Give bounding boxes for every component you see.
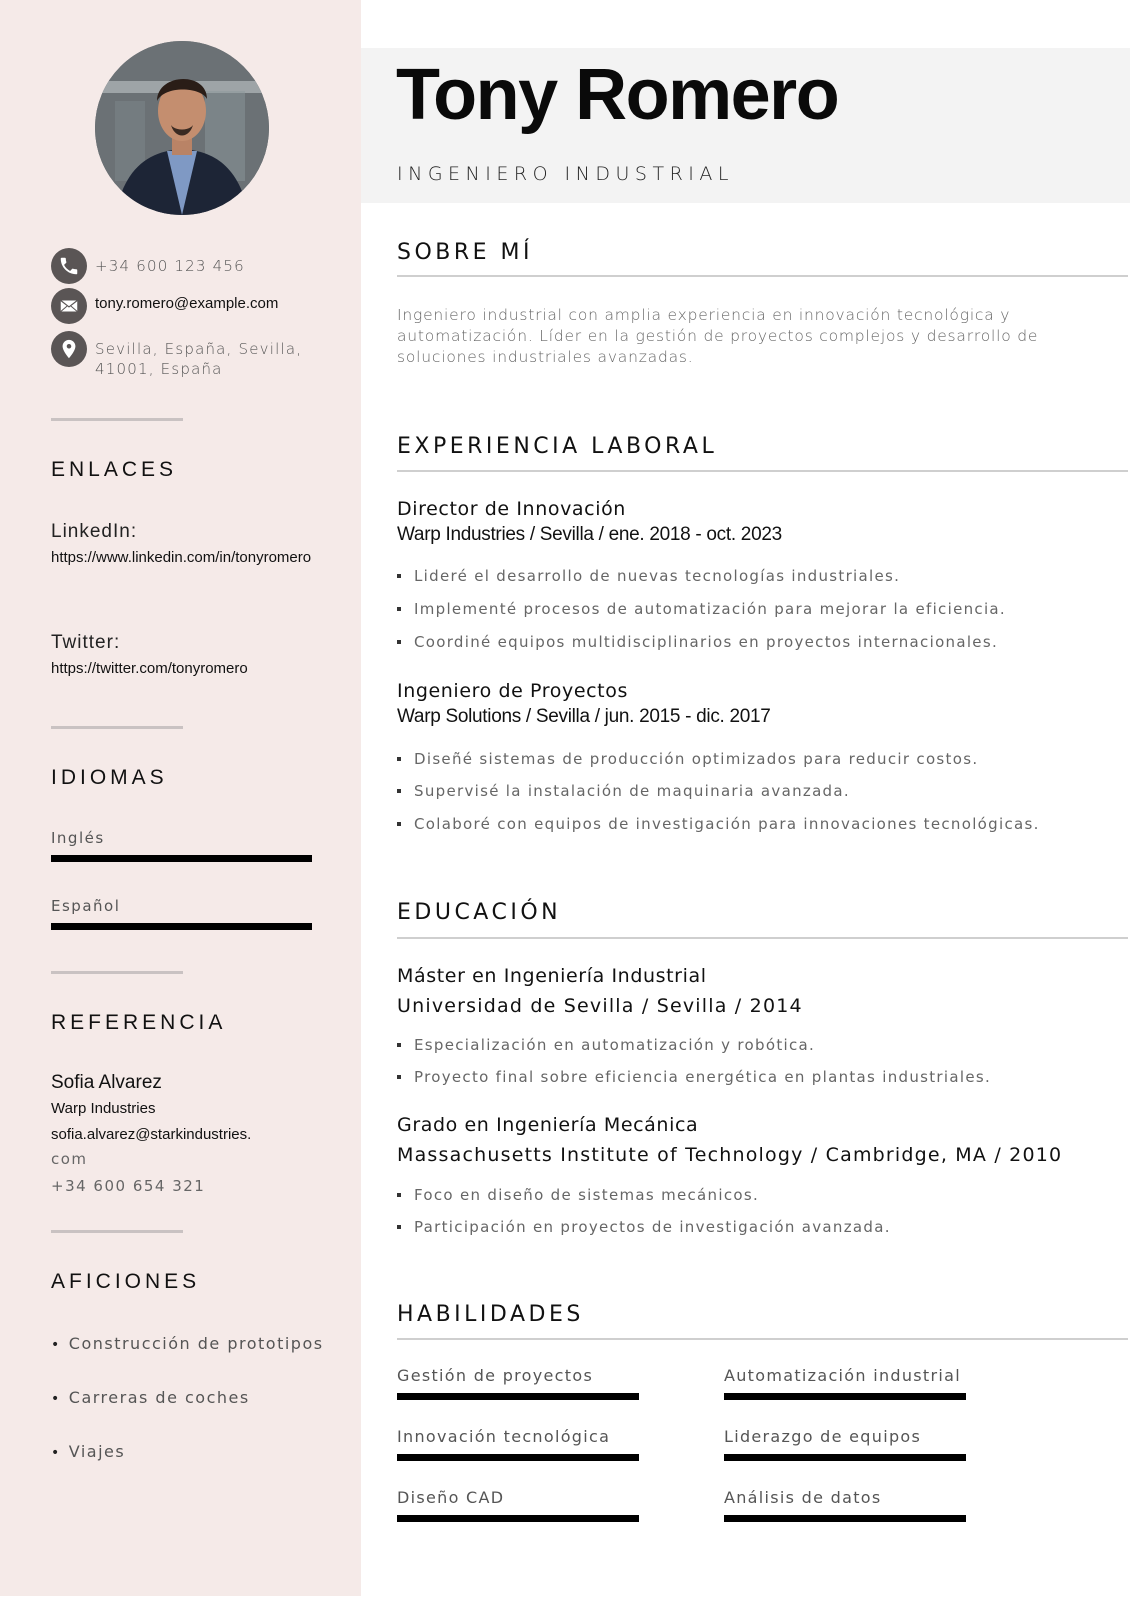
job-meta: Warp Solutions / Sevilla / jun. 2015 - dic. 2017 — [397, 706, 771, 727]
section-divider — [397, 275, 1128, 277]
skill-level-bar — [724, 1393, 966, 1400]
location-pin-icon — [51, 331, 87, 367]
twitter-link[interactable]: https://twitter.com/tonyromero — [51, 660, 248, 677]
education-meta: Universidad de Sevilla / Sevilla / 2014 — [397, 995, 803, 1017]
skill-name: Automatización industrial — [724, 1366, 961, 1385]
skill-name: Análisis de datos — [724, 1488, 882, 1507]
phone-icon — [51, 248, 87, 284]
twitter-label: Twitter: — [51, 632, 121, 653]
bullet-square-icon — [397, 1043, 401, 1047]
bullet-square-icon — [397, 789, 401, 793]
job-bullet: Diseñé sistemas de producción optimizados para reducir costos. — [397, 750, 978, 768]
hobby-item: • Viajes — [51, 1442, 125, 1461]
contact-phone — [51, 248, 245, 284]
education-bullet: Participación en proyectos de investigación avanzada. — [397, 1218, 891, 1236]
experience-heading: EXPERIENCIA LABORAL — [397, 434, 718, 459]
profile-photo — [95, 41, 269, 215]
reference-heading: REFERENCIA — [51, 1011, 227, 1034]
mail-icon — [51, 288, 87, 324]
bullet-square-icon — [397, 607, 401, 611]
about-heading: SOBRE MÍ — [397, 240, 534, 265]
education-meta: Massachusetts Institute of Technology / Cambridge, MA / 2010 — [397, 1144, 1063, 1166]
language-name: Inglés — [51, 829, 105, 847]
sidebar-divider — [51, 726, 183, 729]
education-bullet: Especialización en automatización y robótica. — [397, 1036, 815, 1054]
address-text — [95, 339, 302, 379]
education-heading: EDUCACIÓN — [397, 900, 562, 925]
phone-text: +34 600 123 456 — [95, 257, 245, 275]
job-bullet: Coordiné equipos multidisciplinarios en proyectos internacionales. — [397, 633, 998, 651]
reference-company: Warp Industries — [51, 1100, 156, 1117]
education-degree: Grado en Ingeniería Mecánica — [397, 1114, 699, 1136]
address-line-1: Sevilla, España, Sevilla, — [95, 340, 303, 358]
skill-level-bar — [397, 1454, 639, 1461]
skills-heading: HABILIDADES — [397, 1302, 584, 1327]
reference-email-continued: com — [51, 1150, 88, 1168]
bullet-square-icon — [397, 574, 401, 578]
education-bullet: Proyecto final sobre eficiencia energética en plantas industriales. — [397, 1068, 991, 1086]
job-bullet: Supervisé la instalación de maquinaria avanzada. — [397, 782, 850, 800]
language-name: Español — [51, 897, 121, 915]
language-level-bar — [51, 855, 312, 862]
section-divider — [397, 937, 1128, 939]
skill-level-bar — [397, 1515, 639, 1522]
bullet-square-icon — [397, 640, 401, 644]
bullet-square-icon — [397, 822, 401, 826]
job-bullet: Colaboré con equipos de investigación para innovaciones tecnológicas. — [397, 815, 1040, 833]
education-bullet: Foco en diseño de sistemas mecánicos. — [397, 1186, 759, 1204]
linkedin-link[interactable]: https://www.linkedin.com/in/tonyromero — [51, 549, 312, 566]
links-heading: ENLACES — [51, 458, 178, 481]
bullet-square-icon — [397, 1193, 401, 1197]
address-line-2: 41001, España — [95, 360, 223, 378]
skill-name: Diseño CAD — [397, 1488, 505, 1507]
reference-email[interactable]: sofia.alvarez@starkindustries. — [51, 1126, 252, 1143]
email-link[interactable]: tony.romero@example.com — [95, 295, 279, 312]
job-meta: Warp Industries / Sevilla / ene. 2018 - oct. 2023 — [397, 524, 782, 545]
linkedin-label: LinkedIn: — [51, 521, 138, 542]
job-bullet: Implementé procesos de automatización para mejorar la eficiencia. — [397, 600, 1006, 618]
bullet-square-icon — [397, 1225, 401, 1229]
about-text: Ingeniero industrial con amplia experiencia en innovación tecnológica y automatización. Líder en la gestión de proyectos complejos y desarrollo de soluciones industriales avanzadas. — [397, 306, 1039, 366]
sidebar — [0, 0, 361, 1596]
job-bullet: Lideré el desarrollo de nuevas tecnologías industriales. — [397, 567, 900, 585]
sidebar-divider — [51, 418, 183, 421]
section-divider — [397, 1338, 1128, 1340]
job-role: Ingeniero de Proyectos — [397, 680, 628, 702]
sidebar-divider — [51, 1230, 183, 1233]
candidate-title: INGENIERO INDUSTRIAL — [397, 163, 734, 185]
bullet-square-icon — [397, 757, 401, 761]
skill-name: Gestión de proyectos — [397, 1366, 594, 1385]
contact-address — [51, 331, 302, 379]
avatar — [95, 41, 269, 215]
candidate-name: Tony Romero — [396, 55, 839, 135]
hobbies-heading: AFICIONES — [51, 1270, 201, 1293]
skill-name: Liderazgo de equipos — [724, 1427, 922, 1446]
bullet-square-icon — [397, 1075, 401, 1079]
skill-level-bar — [724, 1515, 966, 1522]
skill-level-bar — [724, 1454, 966, 1461]
section-divider — [397, 470, 1128, 472]
skill-level-bar — [397, 1393, 639, 1400]
languages-heading: IDIOMAS — [51, 766, 168, 789]
job-role: Director de Innovación — [397, 498, 626, 520]
contact-email — [51, 288, 278, 324]
hobby-item: • Carreras de coches — [51, 1388, 250, 1407]
reference-phone: +34 600 654 321 — [51, 1177, 206, 1195]
sidebar-divider — [51, 971, 183, 974]
reference-name: Sofia Alvarez — [51, 1072, 162, 1093]
language-level-bar — [51, 923, 312, 930]
skill-name: Innovación tecnológica — [397, 1427, 611, 1446]
education-degree: Máster en Ingeniería Industrial — [397, 965, 707, 987]
hobby-item: • Construcción de prototipos — [51, 1334, 324, 1353]
